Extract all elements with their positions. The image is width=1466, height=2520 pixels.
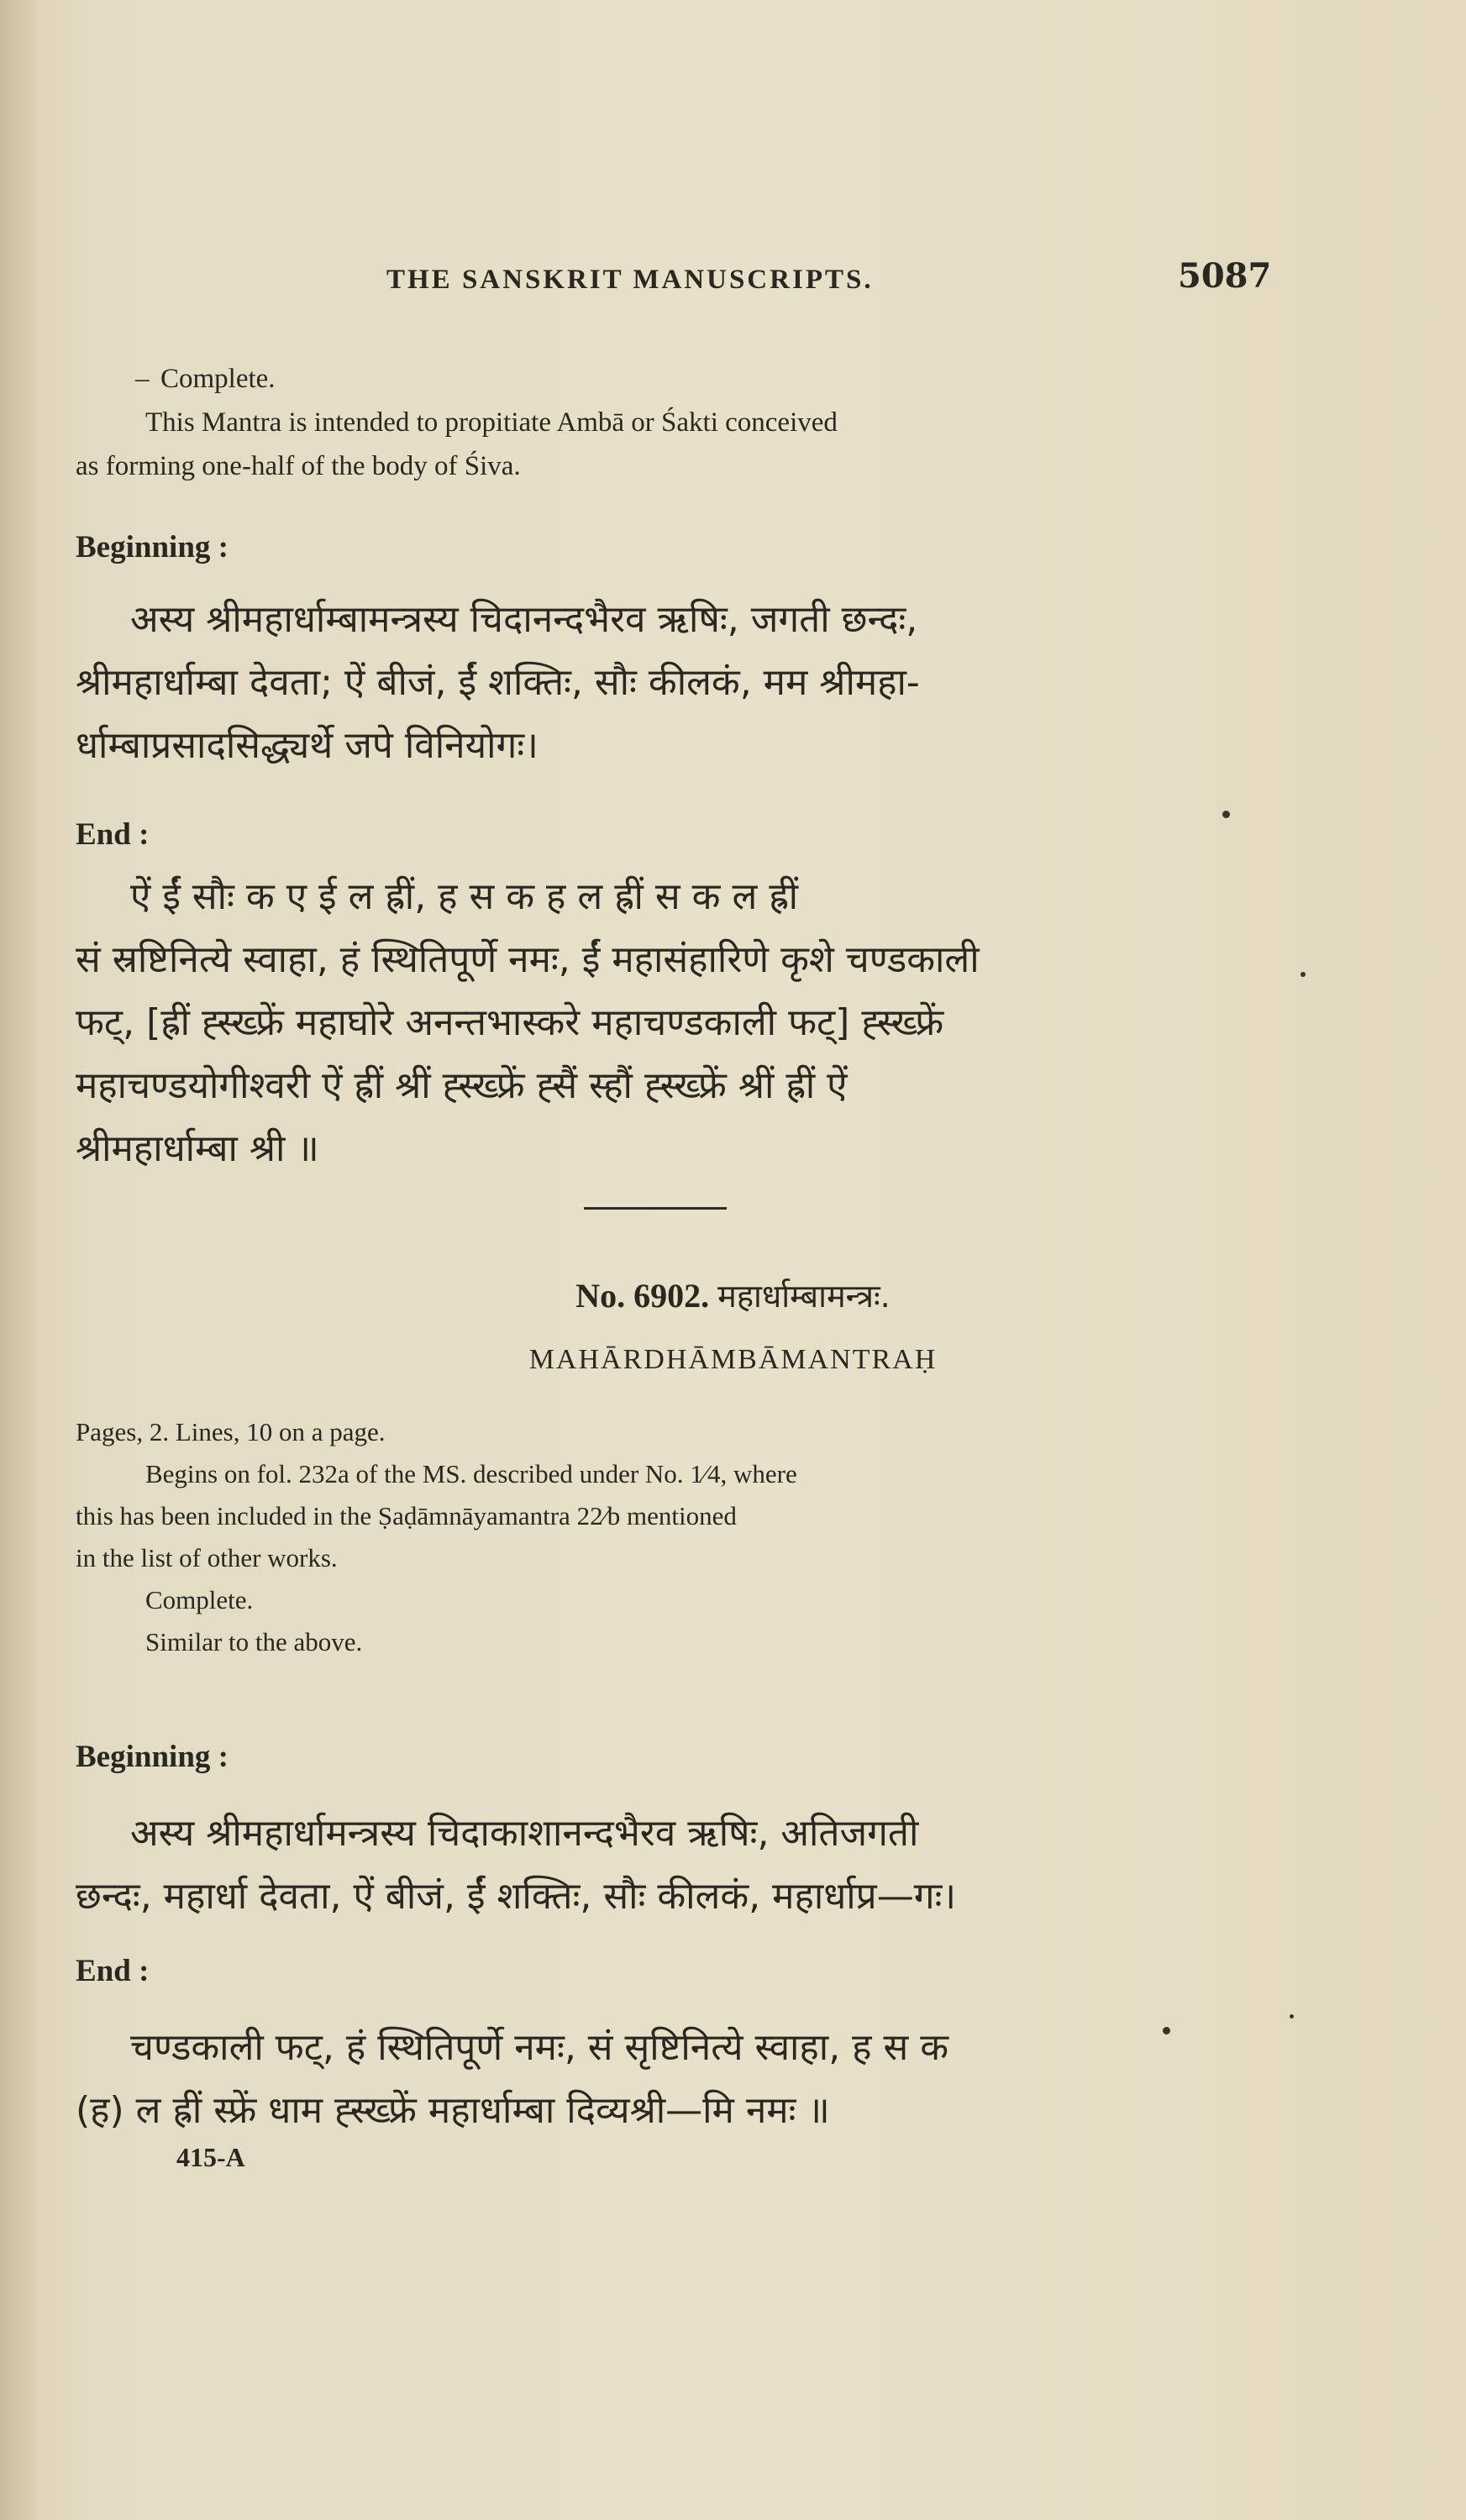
previous-beginning-text bbox=[76, 588, 1252, 777]
sanskrit-line: श्रीमहार्धाम्बा श्री ॥ bbox=[76, 1127, 319, 1170]
sanskrit-line: अस्य श्रीमहार्धाम्बामन्त्रस्य चिदानन्दभैरव ऋषिः, जगती छन्दः, bbox=[130, 598, 918, 641]
beginning-label: Beginning : bbox=[76, 1740, 229, 1774]
page-number: 5087 bbox=[1178, 256, 1272, 296]
ink-speck bbox=[1290, 2014, 1294, 2019]
sanskrit-line: र्धाम्बाप्रसादसिद्ध्यर्थे जपे विनियोगः। bbox=[76, 724, 539, 767]
entry-status: Complete. bbox=[145, 1585, 254, 1614]
entry-heading bbox=[0, 1273, 1466, 1317]
end-label: End : bbox=[76, 817, 150, 852]
entry-details bbox=[76, 1411, 1252, 1663]
ink-speck bbox=[1300, 972, 1306, 977]
entry-description-line-1: Begins on fol. 232a of the MS. described under No. 1⁄4, where bbox=[145, 1459, 797, 1488]
status-complete: – Complete. bbox=[135, 364, 276, 394]
sanskrit-line: श्रीमहार्धाम्बा देवता; ऐं बीजं, ईं शक्तिः, सौः कीलकं, मम श्रीमहा- bbox=[76, 661, 920, 704]
entry-description-line-2: this has been included in the Ṣaḍāmnāyamantra 22⁄b mentioned bbox=[76, 1501, 737, 1530]
entry-end-text bbox=[76, 2016, 1252, 2173]
sanskrit-line: चण्डकाली फट्, हं स्थितिपूर्णे नमः, सं सृष्टिनित्ये स्वाहा, ह स क bbox=[130, 2026, 949, 2069]
entry-number: No. 6902. bbox=[575, 1277, 710, 1315]
previous-end-text bbox=[76, 865, 1252, 1180]
entry-beginning-text bbox=[76, 1802, 1252, 1928]
previous-beginning-section bbox=[76, 529, 1252, 565]
page-header bbox=[386, 256, 1272, 307]
pages-lines: Pages, 2. Lines, 10 on a page. bbox=[76, 1417, 386, 1446]
entry-similar: Similar to the above. bbox=[145, 1627, 363, 1656]
sanskrit-line: महाचण्डयोगीश्वरी ऐं ह्रीं श्रीं ह्स्ख्फ्रें ह्सैं स्हौं ह्स्ख्फ्रें श्रीं ह्रीं ऐं bbox=[76, 1064, 848, 1107]
end-label: End : bbox=[76, 1954, 150, 1988]
entry-beginning-section bbox=[76, 1739, 1252, 1775]
ink-speck bbox=[1163, 2027, 1170, 2034]
description-line-1: This Mantra is intended to propitiate Ambā or Śakti conceived bbox=[145, 407, 838, 438]
folio-mark: 415-A bbox=[176, 2142, 245, 2172]
beginning-label: Beginning : bbox=[76, 530, 229, 564]
sanskrit-line: सं स्रष्टिनित्ये स्वाहा, हं स्थितिपूर्णे नमः, ईं महासंहारिणे कृशे चण्डकाली bbox=[76, 938, 980, 981]
entry-end-section bbox=[76, 1953, 1252, 1989]
section-divider bbox=[584, 1207, 727, 1210]
entry-title-devanagari: महार्धाम्बामन्त्रः. bbox=[717, 1278, 891, 1315]
ink-speck bbox=[1222, 811, 1230, 818]
sanskrit-line: फट्, [ह्रीं ह्स्ख्फ्रें महाघोरे अनन्तभास्करे महाचण्डकाली फट्] ह्स्ख्फ्रें bbox=[76, 1001, 944, 1044]
entry-title-transliteration: MAHĀRDHĀMBĀMANTRAḤ bbox=[528, 1344, 938, 1375]
previous-entry bbox=[76, 357, 1252, 488]
sanskrit-line: छन्दः, महार्धा देवता, ऐं बीजं, ईं शक्तिः, सौः कीलकं, महार्धाप्र—गः। bbox=[76, 1875, 957, 1918]
description-line-2: as forming one-half of the body of Śiva. bbox=[76, 451, 521, 481]
previous-end-section bbox=[76, 816, 1252, 853]
sanskrit-line: अस्य श्रीमहार्धामन्त्रस्य चिदाकाशानन्दभैरव ऋषिः, अतिजगती bbox=[130, 1812, 919, 1855]
sanskrit-line: ऐं ईं सौः क ए ई ल ह्रीं, ह स क ह ल ह्रीं स क ल ह्रीं bbox=[130, 875, 799, 918]
sanskrit-line: (ह) ल ह्रीं स्फ्रें धाम ह्स्ख्फ्रें महार्धाम्बा दिव्यश्री—मि नमः ॥ bbox=[76, 2089, 830, 2132]
entry-description-line-3: in the list of other works. bbox=[76, 1543, 338, 1572]
running-title: THE SANSKRIT MANUSCRIPTS. bbox=[386, 265, 874, 295]
